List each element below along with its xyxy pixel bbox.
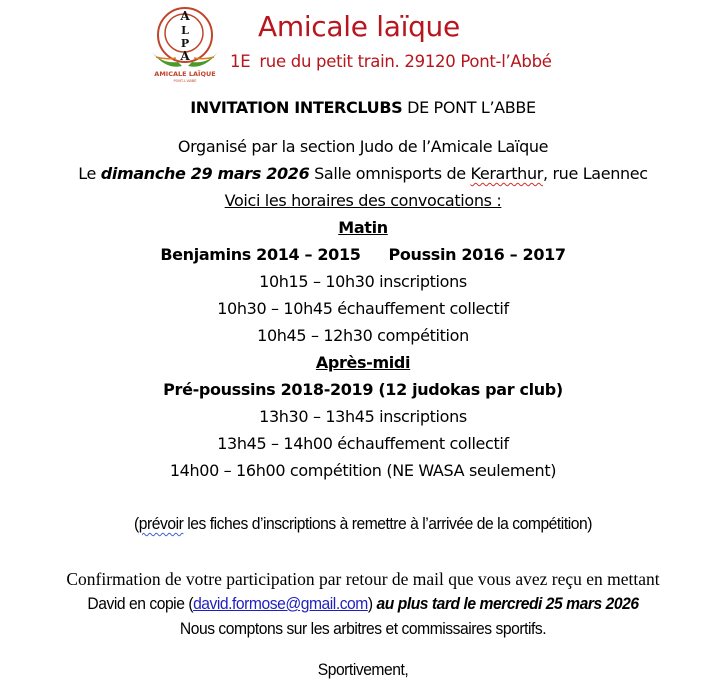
note-keyword: prévoir (138, 514, 184, 533)
invitation-title-rest: DE PONT L’ABBE (402, 98, 536, 117)
afternoon-heading (0, 353, 726, 373)
morning-categories (0, 245, 726, 265)
svg-text:A: A (180, 49, 190, 63)
organization-name: Amicale laïque (258, 10, 460, 43)
svg-text:L: L (181, 24, 189, 37)
svg-text:AMICALE LAÏQUE: AMICALE LAÏQUE (154, 70, 216, 78)
contact-email-link[interactable]: david.formose@gmail.com (193, 594, 368, 613)
confirmation-close: ) (367, 594, 373, 613)
date-venue-line (0, 164, 726, 184)
address-number: 1E (230, 52, 251, 71)
confirmation-line-1: Confirmation de votre participation par retour de mail que vous avez reçu en mettant (66, 569, 660, 589)
confirmation-line-2 (29, 594, 697, 614)
venue-name: Kerarthur (470, 164, 543, 183)
svg-text:A: A (180, 9, 190, 23)
afternoon-category: Pré-poussins 2018-2019 (12 judokas par club) (163, 380, 563, 399)
afternoon-heading-text: Après-midi (315, 353, 411, 372)
schedule-intro-text: Voici les horaires des convocations : (224, 191, 502, 210)
address-street: rue du petit train. 29120 Pont-l’Abbé (259, 52, 552, 71)
invitation-title-bold: INVITATION INTERCLUBS (190, 98, 403, 117)
date-prefix: Le (78, 164, 101, 183)
morning-slot: 10h45 – 12h30 compétition (257, 326, 469, 345)
note-rest: les fiches d’inscriptions à remettre à l’arrivée de la compétition) (183, 514, 592, 533)
morning-heading-text: Matin (338, 218, 388, 237)
venue-suffix: , rue Laennec (542, 164, 648, 183)
morning-category-2: Poussin 2016 – 2017 (388, 245, 566, 264)
organization-address (230, 52, 552, 71)
schedule-intro (0, 191, 726, 211)
registration-note (29, 514, 697, 534)
svg-text:PONT-L'ABBÉ: PONT-L'ABBÉ (173, 79, 197, 83)
note-open: ( (134, 514, 139, 533)
morning-heading (0, 218, 726, 238)
morning-category-1: Benjamins 2014 – 2015 (160, 245, 361, 264)
afternoon-slot: 14h00 – 16h00 compétition (NE WASA seulement) (169, 461, 557, 480)
closing-line: Sportivement, (317, 660, 409, 679)
svg-text:P: P (180, 37, 190, 50)
event-date: dimanche 29 mars 2026 (100, 164, 310, 183)
organizer-line: Organisé par la section Judo de l’Amicale Laïque (177, 137, 549, 156)
invitation-title (0, 98, 726, 118)
afternoon-slot: 13h30 – 13h45 inscriptions (259, 407, 467, 426)
afternoon-slot: 13h45 – 14h00 échauffement collectif (217, 434, 509, 453)
amicale-laique-logo (148, 2, 222, 84)
confirmation-line-3: Nous comptons sur les arbitres et commissaires sportifs. (179, 619, 547, 638)
confirmation-deadline: au plus tard le mercredi 25 mars 2026 (372, 594, 639, 613)
morning-slot: 10h30 – 10h45 échauffement collectif (217, 299, 509, 318)
venue-prefix: Salle omnisports de (309, 164, 471, 183)
morning-slot: 10h15 – 10h30 inscriptions (259, 272, 467, 291)
confirmation-prefix: David en copie ( (87, 594, 194, 613)
